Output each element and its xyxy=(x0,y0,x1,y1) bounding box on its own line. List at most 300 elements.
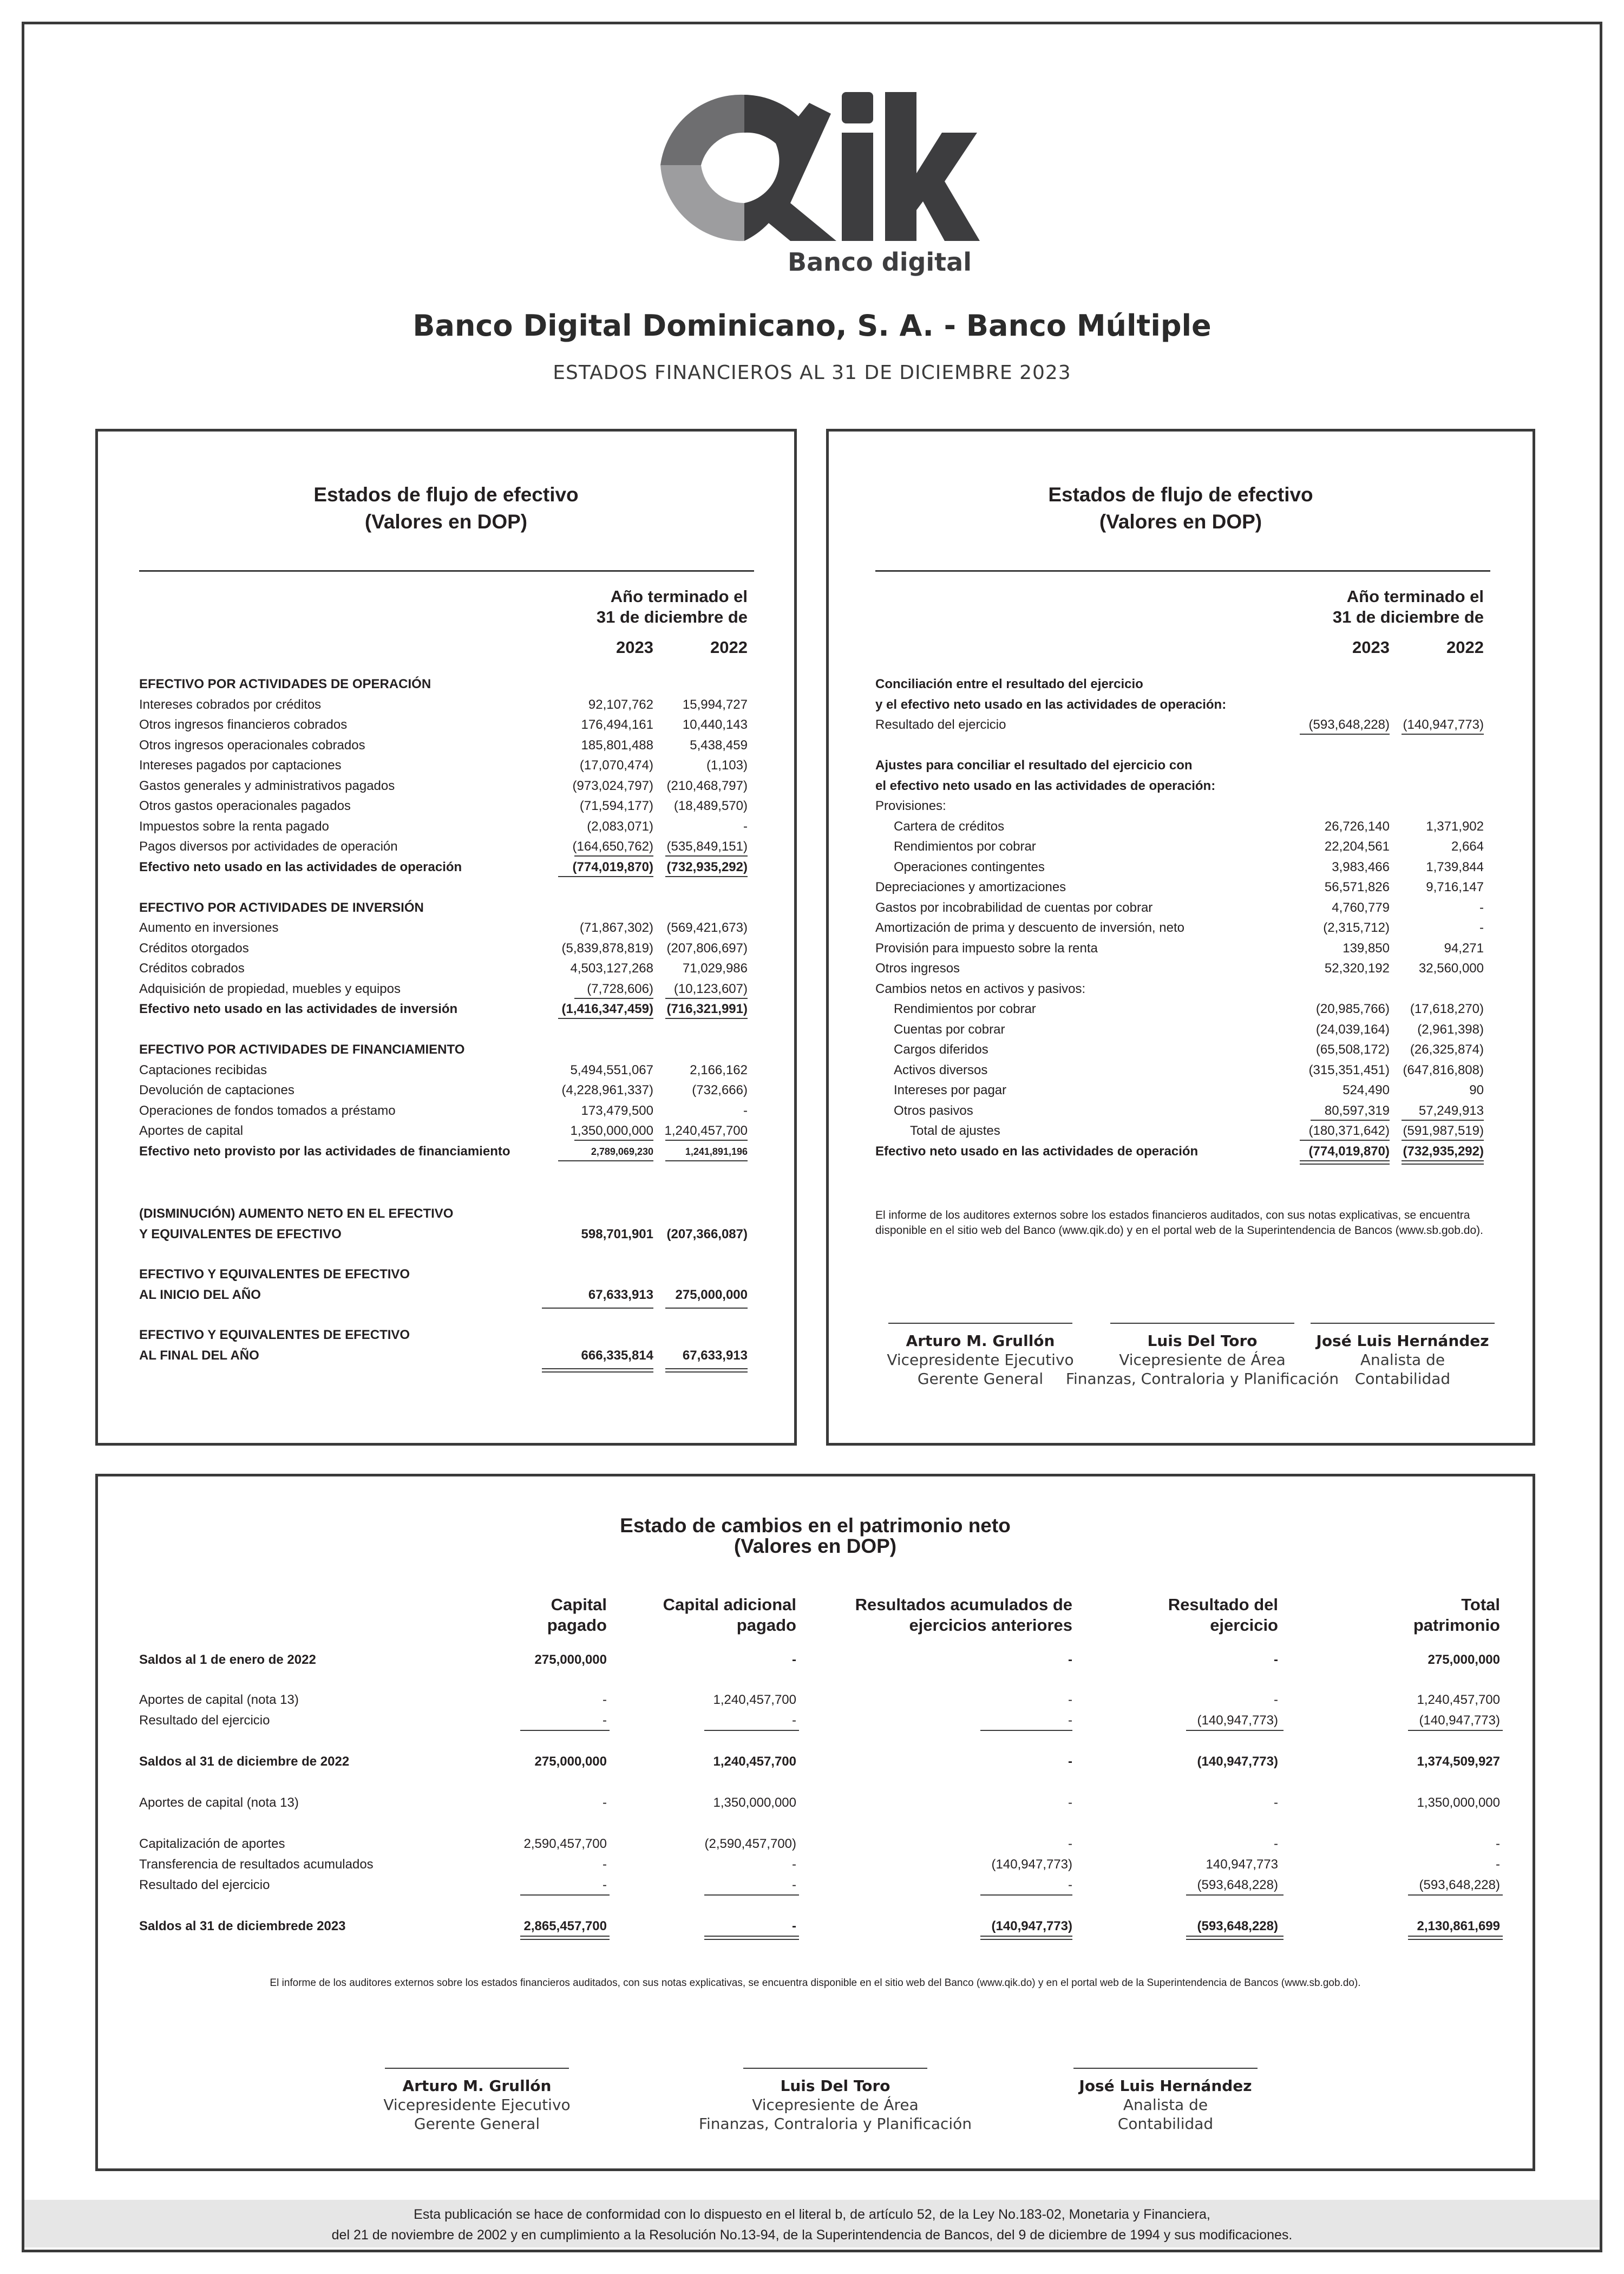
row-label: Efectivo neto provisto por las actividades de financiamiento xyxy=(139,1143,510,1159)
equity-cell: 1,240,457,700 xyxy=(713,1693,796,1707)
row-label: Cartera de créditos xyxy=(894,819,1005,834)
equity-cell: (140,947,773) xyxy=(991,1857,1072,1872)
summary-label-1: (DISMINUCIÓN) AUMENTO NETO EN EL EFECTIVO xyxy=(139,1206,454,1221)
summary-label-1: EFECTIVO Y EQUIVALENTES DE EFECTIVO xyxy=(139,1267,410,1282)
row-label: Depreciaciones y amortizaciones xyxy=(875,880,1066,894)
row-label: Cuentas por cobrar xyxy=(894,1022,1005,1037)
row-value-2023: 185,801,488 xyxy=(581,737,653,753)
equity-cell: - xyxy=(1274,1837,1278,1851)
row-value-2022: (732,666) xyxy=(692,1083,748,1097)
signature-block xyxy=(1009,2076,1322,2133)
row-value-2023: 3,983,466 xyxy=(1332,859,1390,874)
row-label: Cambios netos en activos y pasivos: xyxy=(875,981,1086,996)
equity-cell: 275,000,000 xyxy=(534,1652,607,1667)
row-label: EFECTIVO POR ACTIVIDADES DE INVERSIÓN xyxy=(139,900,424,915)
row-value-2023: 56,571,826 xyxy=(1324,880,1390,894)
equity-total-rule xyxy=(1186,1939,1284,1940)
equity-cell: - xyxy=(1496,1857,1500,1872)
row-label: Efectivo neto usado en las actividades de inversión xyxy=(139,1002,458,1016)
row-value-2022: 90 xyxy=(1469,1083,1484,1097)
total-rule xyxy=(558,876,653,877)
row-value-2023: (71,594,177) xyxy=(579,799,653,813)
equity-cell: (593,648,228) xyxy=(1197,1878,1278,1892)
equity-cell: 2,130,861,699 xyxy=(1417,1919,1500,1933)
equity-rule xyxy=(704,1730,799,1731)
column-header-line-2: ejercicio xyxy=(1210,1616,1278,1635)
equity-cell: - xyxy=(603,1795,607,1810)
period-header-2: 31 de diciembre de xyxy=(596,607,748,626)
panel-title: Estados de flujo de efectivo xyxy=(313,483,579,506)
equity-cell: 1,240,457,700 xyxy=(1417,1693,1500,1707)
total-rule xyxy=(558,1018,653,1019)
subtotal-rule xyxy=(574,855,653,857)
summary-value-2023: 67,633,913 xyxy=(588,1288,653,1302)
equity-row-label: Capitalización de aportes xyxy=(139,1837,285,1851)
col-2022: 2022 xyxy=(710,638,748,657)
equity-cell: - xyxy=(1274,1795,1278,1810)
row-value-2022: - xyxy=(1479,920,1484,935)
row-label: Rendimientos por cobrar xyxy=(894,1002,1036,1016)
total-rule xyxy=(1402,1164,1484,1165)
col-2022: 2022 xyxy=(1446,638,1484,657)
summary-value-2023: 666,335,814 xyxy=(581,1348,653,1363)
column-header-line-2: pagado xyxy=(547,1616,607,1635)
logo-k xyxy=(885,92,980,241)
row-value-2023: 176,494,161 xyxy=(581,717,653,732)
equity-cell: (140,947,773) xyxy=(1197,1754,1278,1769)
subtotal-rule xyxy=(665,855,748,857)
row-value-2022: (535,849,151) xyxy=(666,839,748,854)
row-value-2022: 1,241,891,196 xyxy=(685,1146,748,1157)
total-rule xyxy=(665,1018,748,1019)
row-label: Intereses cobrados por créditos xyxy=(139,697,322,712)
equity-row-label: Transferencia de resultados acumulados xyxy=(139,1857,374,1872)
value-rule xyxy=(1300,734,1390,735)
row-value-2023: 26,726,140 xyxy=(1324,819,1390,834)
column-header-line-2: patrimonio xyxy=(1413,1616,1500,1635)
cash-flow-panel-right xyxy=(826,429,1535,1446)
total-rule xyxy=(665,876,748,877)
row-value-2022: (1,103) xyxy=(706,758,748,773)
row-value-2022: 9,716,147 xyxy=(1426,880,1484,894)
equity-cell: (593,648,228) xyxy=(1419,1878,1500,1892)
equity-cell: - xyxy=(1068,1795,1072,1810)
row-label: Impuestos sobre la renta pagado xyxy=(139,819,329,834)
row-value-2022: (647,816,808) xyxy=(1403,1062,1484,1077)
row-label: EFECTIVO POR ACTIVIDADES DE OPERACIÓN xyxy=(139,677,431,691)
row-label: EFECTIVO POR ACTIVIDADES DE FINANCIAMIENTO xyxy=(139,1042,465,1057)
equity-cell: - xyxy=(1068,1837,1072,1851)
signature-block xyxy=(320,2076,634,2133)
summary-rule xyxy=(542,1308,653,1309)
row-label: Gastos generales y administrativos pagados xyxy=(139,778,395,793)
row-value-2022: 94,271 xyxy=(1444,940,1484,956)
row-label: el efectivo neto usado en las actividades de operación: xyxy=(875,778,1216,793)
signature-line xyxy=(1073,2068,1258,2069)
equity-cell: 140,947,773 xyxy=(1206,1857,1278,1872)
row-value-2023: (65,508,172) xyxy=(1315,1042,1390,1057)
summary-value-2022: 67,633,913 xyxy=(682,1348,748,1363)
row-value-2022: 2,166,162 xyxy=(690,1062,748,1077)
row-label: Créditos otorgados xyxy=(139,940,249,956)
summary-label-2: AL INICIO DEL AÑO xyxy=(139,1288,261,1302)
subtotal-rule xyxy=(1402,1140,1484,1141)
row-value-2022: 1,739,844 xyxy=(1426,859,1484,874)
row-value-2022: (591,987,519) xyxy=(1403,1123,1484,1138)
bank-name: Banco Digital Dominicano, S. A. - Banco Múltiple xyxy=(412,309,1212,343)
equity-cell: - xyxy=(1068,1652,1072,1667)
equity-rule xyxy=(704,1894,799,1896)
equity-cell: 2,590,457,700 xyxy=(523,1837,607,1851)
equity-rule xyxy=(520,1894,610,1896)
row-value-2022: (732,935,292) xyxy=(1403,1143,1484,1159)
row-label: Conciliación entre el resultado del ejercicio xyxy=(875,677,1143,691)
row-value-2023: 1,350,000,000 xyxy=(570,1123,653,1138)
row-value-2023: 139,850 xyxy=(1343,940,1390,956)
row-label: Rendimientos por cobrar xyxy=(894,839,1036,854)
signature-line xyxy=(743,2068,927,2069)
row-label: Gastos por incobrabilidad de cuentas por cobrar xyxy=(875,900,1153,915)
row-value-2023: (5,839,878,819) xyxy=(561,940,653,956)
signature-block xyxy=(1246,1331,1560,1388)
summary-rule xyxy=(542,1368,653,1369)
equity-cell: - xyxy=(1068,1693,1072,1707)
row-value-2022: 15,994,727 xyxy=(682,697,748,712)
row-label: Otros gastos operacionales pagados xyxy=(139,799,351,813)
subtotal-rule xyxy=(665,1140,748,1141)
signature-role-2: Finanzas, Contraloria y Planificación xyxy=(1065,1370,1339,1388)
equity-cell: - xyxy=(1274,1693,1278,1707)
auditor-note: El informe de los auditores externos sobre los estados financieros auditados, con sus notas explicativas, se encuentra disponible en el sitio web del Banco (www.qik.do) y en el portal web de la Superintendencia de Bancos (www.sb.gob.do). xyxy=(875,1209,1483,1237)
row-value-2022: 1,371,902 xyxy=(1426,819,1484,834)
equity-cell: 1,240,457,700 xyxy=(713,1754,796,1769)
period-header-2: 31 de diciembre de xyxy=(1332,607,1484,626)
title-rule xyxy=(139,570,754,572)
row-label: Intereses por pagar xyxy=(894,1083,1007,1097)
equity-cell: - xyxy=(1068,1878,1072,1892)
row-value-2022: - xyxy=(743,819,748,834)
row-value-2023: (20,985,766) xyxy=(1315,1002,1390,1016)
summary-rule xyxy=(542,1371,653,1373)
row-label: y el efectivo neto usado en las actividades de operación: xyxy=(875,697,1227,712)
equity-total-rule xyxy=(980,1936,1072,1937)
signature-line xyxy=(385,2068,569,2069)
subtotal-rule xyxy=(665,998,748,999)
signature-role-1: Vicepresiente de Área xyxy=(1119,1351,1286,1369)
panel-subtitle: (Valores en DOP) xyxy=(734,1535,897,1557)
summary-rule xyxy=(665,1371,748,1373)
panel-subtitle: (Valores en DOP) xyxy=(1099,511,1262,533)
qik-logo xyxy=(652,81,983,276)
row-value-2023: 5,494,551,067 xyxy=(570,1062,653,1077)
row-value-2023: (17,070,474) xyxy=(579,758,653,773)
logo-q-top-segment xyxy=(660,95,744,165)
row-value-2023: 2,789,069,230 xyxy=(591,1146,653,1157)
equity-cell: (140,947,773) xyxy=(991,1919,1072,1933)
row-value-2023: (7,728,606) xyxy=(587,981,653,996)
row-label: Adquisición de propiedad, muebles y equipos xyxy=(139,981,401,996)
signature-role-2: Contabilidad xyxy=(1354,1370,1451,1388)
row-value-2023: 4,760,779 xyxy=(1332,900,1390,915)
equity-cell: - xyxy=(1496,1837,1500,1851)
equity-cell: 2,865,457,700 xyxy=(523,1919,607,1933)
row-value-2022: (26,325,874) xyxy=(1410,1042,1484,1057)
signature-name: Arturo M. Grullón xyxy=(402,2077,552,2095)
equity-total-rule xyxy=(1186,1936,1284,1937)
equity-cell: 275,000,000 xyxy=(1427,1652,1500,1667)
summary-value-2022: (207,366,087) xyxy=(666,1227,748,1241)
row-value-2023: (24,039,164) xyxy=(1315,1022,1390,1037)
row-value-2022: 1,240,457,700 xyxy=(664,1123,748,1138)
row-value-2022: - xyxy=(1479,900,1484,915)
total-rule xyxy=(665,1160,748,1161)
row-value-2022: 5,438,459 xyxy=(690,737,748,753)
equity-total-rule xyxy=(980,1939,1072,1940)
equity-total-rule xyxy=(1408,1936,1503,1937)
row-label: Aumento en inversiones xyxy=(139,920,279,935)
equity-rule xyxy=(1186,1730,1284,1731)
row-value-2023: 524,490 xyxy=(1343,1083,1390,1097)
equity-total-rule xyxy=(1408,1939,1503,1940)
row-label: Provisión para impuesto sobre la renta xyxy=(875,940,1098,956)
row-label: Devolución de captaciones xyxy=(139,1083,294,1097)
row-value-2022: (569,421,673) xyxy=(666,920,748,935)
equity-panel xyxy=(95,1474,1535,2171)
row-value-2023: (4,228,961,337) xyxy=(561,1083,653,1097)
row-value-2023: 52,320,192 xyxy=(1324,961,1390,976)
subtotal-rule xyxy=(1300,1140,1390,1141)
equity-cell: - xyxy=(1068,1754,1072,1769)
equity-total-rule xyxy=(704,1939,799,1940)
signature-block xyxy=(678,2076,992,2133)
equity-cell: (593,648,228) xyxy=(1197,1919,1278,1933)
row-label: Otros ingresos operacionales cobrados xyxy=(139,737,365,753)
logo-i-dot xyxy=(842,92,873,123)
row-value-2022: (732,935,292) xyxy=(666,859,748,874)
equity-row-label: Saldos al 31 de diciembrede 2023 xyxy=(139,1919,346,1933)
equity-rule xyxy=(520,1730,610,1731)
row-label: Otros ingresos financieros cobrados xyxy=(139,717,348,732)
equity-cell: - xyxy=(1274,1652,1278,1667)
row-value-2023: (2,315,712) xyxy=(1323,920,1390,935)
summary-label-2: Y EQUIVALENTES DE EFECTIVO xyxy=(139,1227,342,1241)
row-value-2023: 4,503,127,268 xyxy=(570,961,653,976)
equity-cell: - xyxy=(603,1857,607,1872)
col-2023: 2023 xyxy=(616,638,653,657)
equity-cell: (140,947,773) xyxy=(1419,1713,1500,1728)
logo-q-right-segment xyxy=(744,95,836,241)
statement-title: ESTADOS FINANCIEROS AL 31 DE DICIEMBRE 2023 xyxy=(553,362,1071,384)
row-value-2023: (180,371,642) xyxy=(1308,1123,1390,1138)
equity-total-rule xyxy=(520,1936,610,1937)
row-value-2022: (716,321,991) xyxy=(666,1002,748,1016)
row-value-2023: 22,204,561 xyxy=(1324,839,1390,854)
title-rule xyxy=(875,570,1490,572)
period-header-1: Año terminado el xyxy=(1346,587,1484,606)
signature-name: José Luis Hernández xyxy=(1079,2077,1252,2095)
equity-cell: - xyxy=(1068,1713,1072,1728)
row-label: Otros ingresos xyxy=(875,961,960,976)
row-label: Créditos cobrados xyxy=(139,961,245,976)
equity-cell: - xyxy=(603,1878,607,1892)
equity-cell: - xyxy=(792,1878,796,1892)
logo-q-bottom-segment xyxy=(660,165,744,241)
value-rule xyxy=(1402,734,1484,735)
row-value-2023: (2,083,071) xyxy=(587,819,653,834)
row-value-2022: (2,961,398) xyxy=(1417,1022,1484,1037)
total-rule xyxy=(1402,1160,1484,1161)
row-value-2023: (164,650,762) xyxy=(572,839,653,854)
equity-row-label: Resultado del ejercicio xyxy=(139,1713,270,1728)
row-label: Otros pasivos xyxy=(894,1103,973,1118)
row-label: Operaciones contingentes xyxy=(894,859,1045,874)
equity-row-label: Aportes de capital (nota 13) xyxy=(139,1795,299,1810)
col-2023: 2023 xyxy=(1352,638,1390,657)
footer-legal xyxy=(24,2200,1600,2247)
row-value-2022: (10,123,607) xyxy=(673,981,748,996)
equity-cell: - xyxy=(792,1713,796,1728)
signature-name: Arturo M. Grullón xyxy=(906,1332,1055,1350)
row-value-2023: (593,648,228) xyxy=(1308,717,1390,732)
equity-cell: 1,374,509,927 xyxy=(1417,1754,1500,1769)
equity-total-rule xyxy=(704,1936,799,1937)
equity-rule xyxy=(1408,1730,1503,1731)
equity-cell: - xyxy=(792,1919,796,1933)
subtotal-rule xyxy=(574,1140,653,1141)
equity-cell: 1,350,000,000 xyxy=(1417,1795,1500,1810)
subtotal-rule xyxy=(1311,1120,1390,1121)
row-value-2022: 71,029,986 xyxy=(682,961,748,976)
subtotal-rule xyxy=(574,998,653,999)
row-value-2022: (17,618,270) xyxy=(1410,1002,1484,1016)
column-header-line-2: ejercicios anteriores xyxy=(909,1616,1072,1635)
cash-flow-panel-left xyxy=(95,429,797,1446)
column-header-line-1: Capital xyxy=(551,1595,607,1614)
row-label: Efectivo neto usado en las actividades de operación xyxy=(139,859,462,874)
signature-role-1: Vicepresidente Ejecutivo xyxy=(383,2096,571,2114)
row-value-2022: 57,249,913 xyxy=(1418,1103,1484,1118)
signature-role-2: Gerente General xyxy=(917,1370,1044,1388)
equity-rule xyxy=(1408,1894,1503,1896)
row-value-2023: (973,024,797) xyxy=(572,778,653,793)
summary-label-2: AL FINAL DEL AÑO xyxy=(139,1348,259,1363)
row-value-2023: (1,416,347,459) xyxy=(561,1002,653,1016)
total-rule xyxy=(1300,1164,1390,1165)
row-value-2023: (774,019,870) xyxy=(1308,1143,1390,1159)
row-label: Operaciones de fondos tomados a préstamo xyxy=(139,1103,396,1118)
row-label: Activos diversos xyxy=(894,1062,988,1077)
equity-cell: - xyxy=(603,1693,607,1707)
row-value-2022: (140,947,773) xyxy=(1403,717,1484,732)
signature-role-1: Analista de xyxy=(1123,2096,1208,2114)
equity-rule xyxy=(1186,1894,1284,1896)
signature-name: Luis Del Toro xyxy=(780,2077,890,2095)
signature-role-2: Finanzas, Contraloria y Planificación xyxy=(698,2115,972,2133)
equity-rule xyxy=(980,1730,1072,1731)
equity-rule xyxy=(980,1894,1072,1896)
total-rule xyxy=(1300,1160,1390,1161)
row-label: Intereses pagados por captaciones xyxy=(139,758,342,773)
equity-cell: - xyxy=(792,1652,796,1667)
signature-line xyxy=(1311,1323,1495,1324)
row-value-2022: (207,806,697) xyxy=(666,940,748,956)
subtotal-rule xyxy=(1402,1120,1484,1121)
row-label: Aportes de capital xyxy=(139,1123,244,1138)
equity-cell: - xyxy=(603,1713,607,1728)
row-value-2022: (18,489,570) xyxy=(673,799,748,813)
column-header-line-1: Resultados acumulados de xyxy=(855,1595,1072,1614)
period-header-1: Año terminado el xyxy=(610,587,748,606)
signature-role-2: Gerente General xyxy=(414,2115,540,2133)
equity-total-rule xyxy=(520,1939,610,1940)
summary-value-2023: 598,701,901 xyxy=(581,1227,653,1241)
equity-cell: (2,590,457,700) xyxy=(704,1837,796,1851)
column-header-line-1: Resultado del xyxy=(1168,1595,1278,1614)
equity-cell: (140,947,773) xyxy=(1197,1713,1278,1728)
equity-row-label: Resultado del ejercicio xyxy=(139,1878,270,1892)
footer-line-1: Esta publicación se hace de conformidad con lo dispuesto en el literal b, de artículo 52, de la Ley No.183-02, Monetaria y Financiera, xyxy=(414,2207,1210,2222)
row-value-2022: 10,440,143 xyxy=(682,717,748,732)
signature-name: José Luis Hernández xyxy=(1316,1332,1489,1350)
panel-title: Estados de flujo de efectivo xyxy=(1048,483,1313,506)
equity-row-label: Saldos al 1 de enero de 2022 xyxy=(139,1652,316,1667)
summary-rule xyxy=(665,1368,748,1369)
signature-role-2: Contabilidad xyxy=(1117,2115,1214,2133)
row-value-2023: 173,479,500 xyxy=(581,1103,653,1118)
signature-role-1: Vicepresiente de Área xyxy=(752,2096,919,2114)
row-label: Efectivo neto usado en las actividades de operación xyxy=(875,1143,1199,1159)
logo-i-stem xyxy=(842,133,873,241)
total-rule xyxy=(558,1160,653,1161)
signature-name: Luis Del Toro xyxy=(1147,1332,1258,1350)
signature-line xyxy=(1110,1323,1294,1324)
signature-line xyxy=(888,1323,1072,1324)
row-label: Amortización de prima y descuento de inversión, neto xyxy=(875,920,1184,935)
row-label: Pagos diversos por actividades de operación xyxy=(139,839,398,854)
footer-line-2: del 21 de noviembre de 2002 y en cumplimiento a la Resolución No.13-94, de la Superintendencia de Bancos, del 9 de diciembre de 1994 y sus modificaciones. xyxy=(331,2227,1293,2243)
row-value-2023: (315,351,451) xyxy=(1308,1062,1390,1077)
signature-role-1: Vicepresidente Ejecutivo xyxy=(887,1351,1074,1369)
panel-subtitle: (Valores en DOP) xyxy=(364,511,528,533)
summary-label-1: EFECTIVO Y EQUIVALENTES DE EFECTIVO xyxy=(139,1328,410,1342)
row-label: Captaciones recibidas xyxy=(139,1062,267,1077)
equity-cell: - xyxy=(792,1857,796,1872)
summary-rule xyxy=(665,1308,748,1309)
equity-row-label: Aportes de capital (nota 13) xyxy=(139,1693,299,1707)
row-value-2023: 80,597,319 xyxy=(1324,1103,1390,1118)
signature-role-1: Analista de xyxy=(1360,1351,1445,1369)
column-header-line-1: Total xyxy=(1461,1595,1500,1614)
row-label: Provisiones: xyxy=(875,799,946,813)
equity-cell: 1,350,000,000 xyxy=(713,1795,796,1810)
logo-subtitle: Banco digital xyxy=(788,247,972,276)
row-label: Total de ajustes xyxy=(910,1123,1000,1138)
row-value-2022: (210,468,797) xyxy=(666,778,748,793)
row-value-2023: 92,107,762 xyxy=(588,697,653,712)
row-label: Ajustes para conciliar el resultado del ejercicio con xyxy=(875,758,1193,773)
panel-title: Estado de cambios en el patrimonio neto xyxy=(620,1514,1011,1537)
auditor-note: El informe de los auditores externos sobre los estados financieros auditados, con sus notas explicativas, se encuentra disponible en el sitio web del Banco (www.qik.do) y en el portal web de la Superintendencia de Bancos (www.sb.gob.do). xyxy=(270,1977,1361,1989)
equity-row-label: Saldos al 31 de diciembre de 2022 xyxy=(139,1754,350,1769)
row-value-2022: 32,560,000 xyxy=(1418,961,1484,976)
row-label: Cargos diferidos xyxy=(894,1042,988,1057)
row-value-2022: - xyxy=(743,1103,748,1118)
row-value-2022: 2,664 xyxy=(1451,839,1484,854)
row-label: Resultado del ejercicio xyxy=(875,717,1006,732)
row-value-2023: (774,019,870) xyxy=(572,859,653,874)
column-header-line-2: pagado xyxy=(736,1616,796,1635)
row-value-2023: (71,867,302) xyxy=(579,920,653,935)
